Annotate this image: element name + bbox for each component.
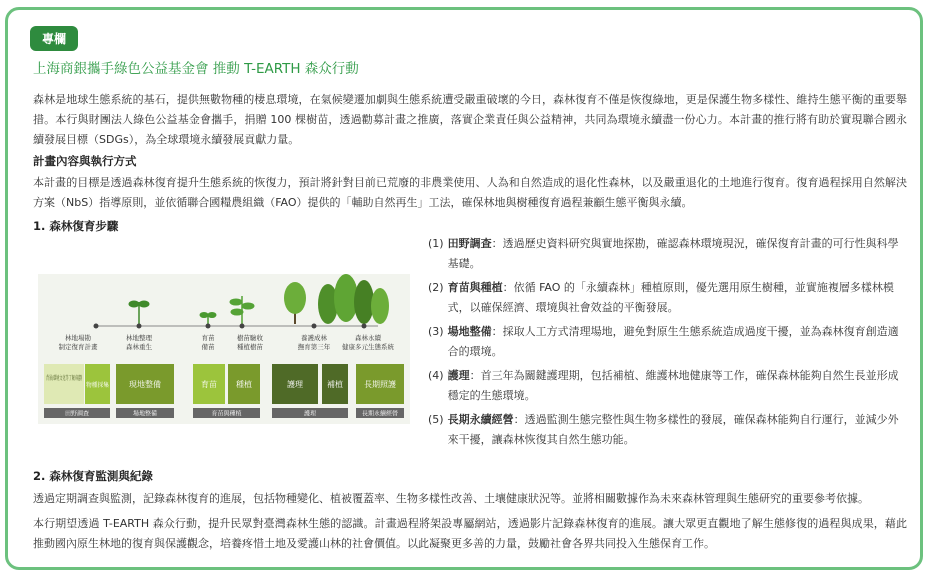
list-item bbox=[428, 278, 908, 318]
step-number: (2) bbox=[428, 281, 444, 294]
step-text: ：首三年為關鍵護理期，包括補植、維護林地健康等工作，確保森林能夠自然生長並形成穩定的生態環境。 bbox=[447, 369, 899, 402]
step-name: 田野調查 bbox=[447, 237, 492, 250]
timeline-label-5b: 撫育第三年 bbox=[297, 343, 331, 351]
list-item bbox=[428, 410, 908, 450]
timeline-label-3a: 育苗 bbox=[201, 334, 215, 342]
box-background: 背景/環境文化等了解/規劃 bbox=[46, 375, 117, 382]
step-name: 育苗與種植 bbox=[447, 281, 503, 294]
intro-paragraph: 森林是地球生態系統的基石，提供無數物種的棲息環境，在氣候變遷加劇與生態系統遭受嚴重破壞的今日，森林復育不僅是恢復綠地，更是保護生物多樣性、維持生態平衡的重要舉措。本行與財團法人綠色公益基金會攜手，捐贈 100 棵樹苗，透過勸募計畫之推廣，落實企業責任與公益精神，共同為環境永續盡一份心力。本計畫的推行將有助於實現聯合國永續發展目標（SDGs），為全球環境永續發展貢獻力量。 bbox=[33, 93, 907, 146]
timeline-label-2a: 林地整理 bbox=[126, 334, 152, 342]
footer-label-longterm: 長期永續經營 bbox=[361, 410, 399, 418]
step-number: (3) bbox=[428, 325, 444, 338]
footer-label-field: 田野調查 bbox=[64, 410, 90, 418]
timeline-label-5a: 養護成林 bbox=[301, 334, 327, 342]
column-tag: 專欄 bbox=[30, 26, 78, 51]
step-text: ：透過監測生態完整性與生物多樣性的發展，確保森林能夠自行運行，並減少外來干擾，讓森林恢復其自然生態功能。 bbox=[447, 413, 899, 446]
timeline-label-2b: 森林重生 bbox=[126, 343, 152, 351]
step-number: (4) bbox=[428, 369, 444, 382]
timeline-label-4a: 樹苗驗收 bbox=[237, 334, 263, 342]
plan-heading: 計畫內容與執行方式 bbox=[33, 154, 137, 168]
footer-label-site: 場地整備 bbox=[132, 410, 158, 418]
timeline-label-6b: 健康多元生態系統 bbox=[342, 343, 394, 351]
timeline-label-4b: 種植樹苗 bbox=[237, 343, 263, 351]
footer-label-nursery: 育苗與種植 bbox=[211, 410, 242, 418]
timeline-label-1a: 林地場勘 bbox=[65, 334, 91, 342]
list-item bbox=[428, 322, 908, 362]
step-number: (1) bbox=[428, 237, 444, 250]
closing-paragraph: 本行期望透過 T-EARTH 森众行動，提升民眾對臺灣森林生態的認識。計畫過程將架設專屬網站，透過影片記錄森林復育的進展。讓大眾更直觀地了解生態修復的過程與成果，藉此推動國內原生林地的復育與保護觀念，培養疼惜土地及愛護山林的社會價值。以此凝聚更多善的力量，鼓勵社會各界共同投入生態保育工作。 bbox=[33, 517, 907, 550]
box-replant: 補植 bbox=[327, 380, 343, 389]
timeline-label-3b: 備苗 bbox=[201, 343, 215, 351]
timeline-label-1b: 制定復育計畫 bbox=[58, 343, 98, 351]
box-site-prep: 現地整備 bbox=[129, 380, 161, 389]
list-item bbox=[428, 366, 908, 406]
article-title: 上海商銀攜手綠色公益基金會 推動 T-EARTH 森众行動 bbox=[33, 61, 359, 77]
timeline-label-6a: 森林永續 bbox=[355, 334, 381, 342]
monitor-heading: 2. 森林復育監測與紀錄 bbox=[33, 469, 153, 483]
footer-label-care: 護理 bbox=[303, 410, 317, 418]
plan-paragraph: 本計畫的目標是透過森林復育提升生態系統的恢復力，預計將針對目前已荒廢的非農業使用、人為和自然造成的退化性森林，以及嚴重退化的土地進行復育。復育過程採用自然解決方案（NbS）指導原則，並依循聯合國糧農組織（FAO）提供的「輔助自然再生」工法，確保林地與樹種復育過程兼顧生態平衡與永續。 bbox=[33, 176, 907, 209]
step-number: (5) bbox=[428, 413, 444, 426]
step-name: 長期永續經營 bbox=[447, 413, 514, 426]
step-name: 場地整備 bbox=[447, 325, 492, 338]
box-long-term: 長期照護 bbox=[364, 380, 396, 389]
step-text: ：採取人工方式清理場地，避免對原生生態系統造成過度干擾，並為森林復育創造適合的環境。 bbox=[447, 325, 899, 358]
monitor-paragraph: 透過定期調查與監測，記錄森林復育的進展，包括物種變化、植被覆蓋率、生物多樣性改善、土壤健康狀況等。並將相關數據作為未來森林管理與生態研究的重要參考依據。 bbox=[33, 492, 869, 505]
step-text: ：透過歷史資料研究與實地探勘，確認森林環境現況，確保復育計畫的可行性與科學基礎。 bbox=[447, 237, 899, 270]
step-text: ：依循 FAO 的「永續森林」種植原則，優先選用原生樹種，並實施複層多樣林模式，以確保經濟、環境與社會效益的平衡發展。 bbox=[447, 281, 894, 314]
steps-list bbox=[428, 234, 908, 454]
box-planting: 種植 bbox=[236, 380, 252, 389]
box-nursery: 育苗 bbox=[201, 380, 217, 389]
list-item bbox=[428, 234, 908, 274]
step-name: 護理 bbox=[447, 369, 470, 382]
steps-heading: 1. 森林復育步驟 bbox=[33, 219, 119, 233]
box-species: 物種採集 bbox=[86, 382, 111, 389]
box-care: 護理 bbox=[287, 380, 303, 389]
forest-restoration-diagram bbox=[38, 274, 410, 424]
